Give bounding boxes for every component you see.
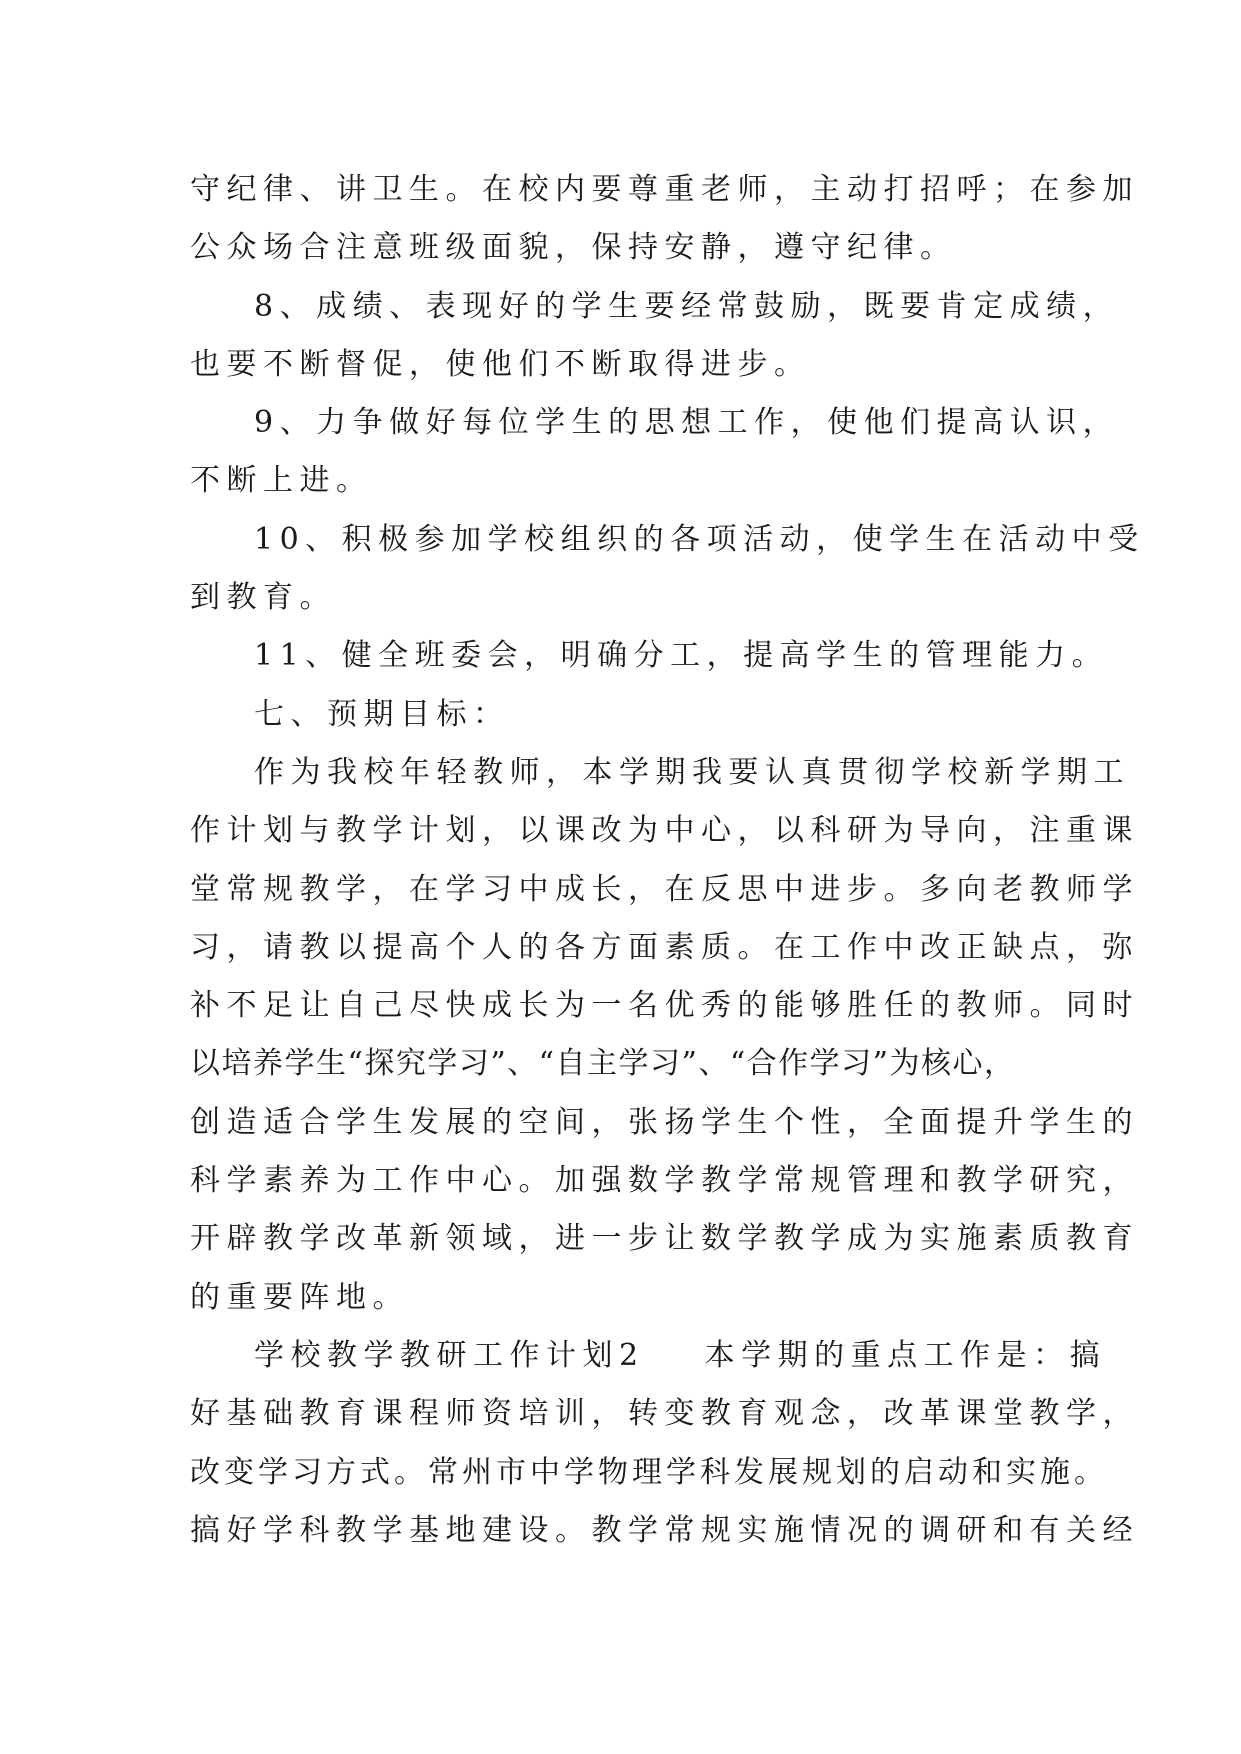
text-fragment: 本学期的重点工作是：搞 [704, 1337, 1107, 1373]
text-line: 到教育。 [190, 580, 336, 616]
text-line: 不断上进。 [190, 463, 373, 499]
text-line: 以培养学生“探究学习”、“自主学习”、“合作学习”为核心， [190, 1046, 1016, 1082]
text-line: 习，请教以提高个人的各方面素质。在工作中改正缺点，弥 [190, 929, 1139, 965]
text-line: 作为我校年轻教师，本学期我要认真贯彻学校新学期工 [254, 754, 1130, 790]
text-line: 好基础教育课程师资培训，转变教育观念，改革课堂教学， [190, 1396, 1139, 1432]
text-line-item-8: 8、成绩、表现好的学生要经常鼓励，既要肯定成绩， [254, 288, 1120, 324]
text-line: 守纪律、讲卫生。在校内要尊重老师，主动打招呼；在参加 [190, 172, 1139, 207]
title-line [190, 1327, 1107, 1385]
text-line: 堂常规教学，在学习中成长，在反思中进步。多向老教师学 [190, 871, 1139, 907]
text-line: 搞好学科教学基地建设。教学常规实施情况的调研和有关经 [190, 1512, 1139, 1548]
text-line: 补不足让自己尽快成长为一名优秀的能够胜任的教师。同时 [190, 988, 1139, 1024]
text-line: 作计划与教学计划，以课改为中心，以科研为导向，注重课 [190, 813, 1139, 849]
text-line: 的重要阵地。 [190, 1279, 409, 1315]
section-heading: 七、预期目标： [254, 696, 510, 732]
text-line: 开辟教学改革新领域，进一步让数学教学成为实施素质教育 [190, 1221, 1139, 1257]
document-body [190, 161, 1145, 1560]
text-line: 创造适合学生发展的空间，张扬学生个性，全面提升学生的 [190, 1104, 1139, 1140]
plan-title: 学校教学教研工作计划2 [254, 1337, 645, 1373]
text-line-item-11: 11、健全班委会，明确分工，提高学生的管理能力。 [254, 638, 1109, 674]
text-line-item-10: 10、积极参加学校组织的各项活动，使学生在活动中受 [254, 521, 1145, 557]
text-line: 公众场合注意班级面貌，保持安静，遵守纪律。 [190, 230, 957, 266]
text-line: 改变学习方式。常州市中学物理学科发展规划的启动和实施。 [190, 1454, 1108, 1490]
text-line: 也要不断督促，使他们不断取得进步。 [190, 346, 811, 382]
text-line: 科学素养为工作中心。加强数学教学常规管理和教学研究， [190, 1163, 1139, 1199]
text-line-item-9: 9、力争做好每位学生的思想工作，使他们提高认识， [254, 405, 1120, 441]
